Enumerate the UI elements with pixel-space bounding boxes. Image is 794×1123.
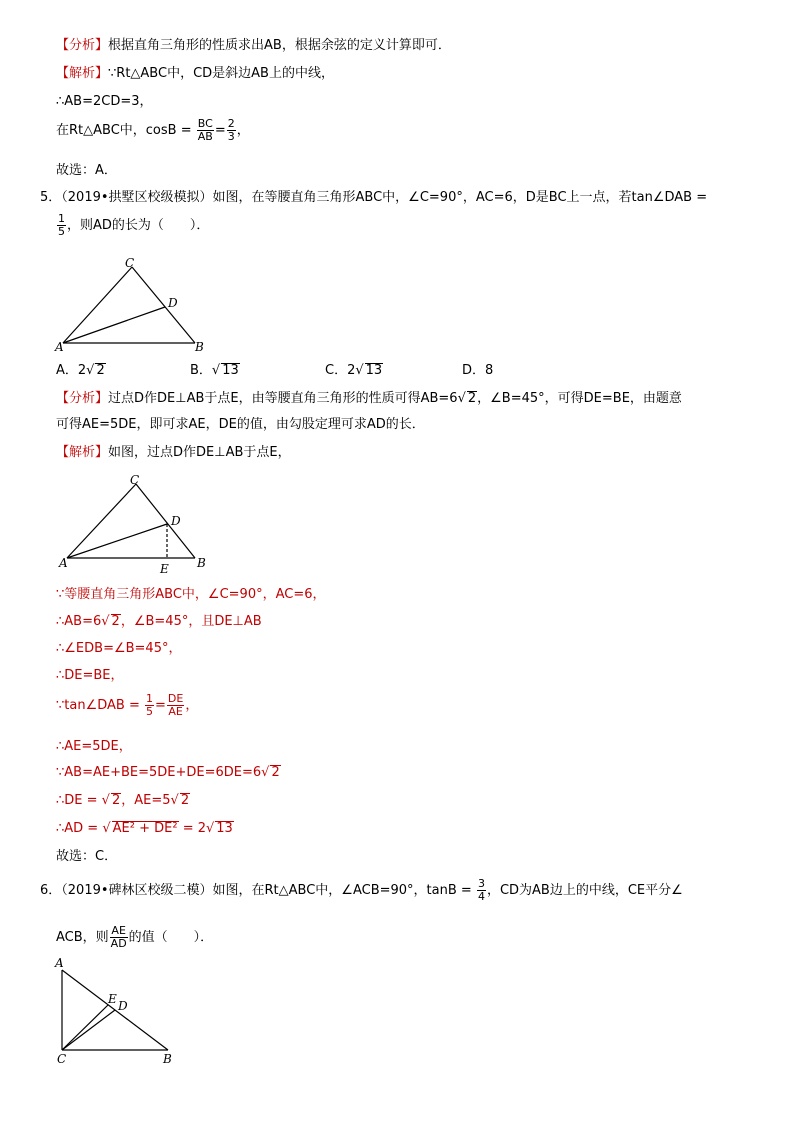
q5-option-d[interactable]: D．8: [462, 363, 494, 378]
q5-step-8: ∴DE = √ 2，AE=5√ 2: [56, 793, 190, 808]
q4-analysis: [56, 37, 451, 55]
q4-answer: 故选：A．: [56, 163, 117, 178]
label-d: D: [168, 296, 178, 310]
label-c: C: [125, 256, 135, 270]
q5-step-7: ∵AB=AE+BE=5DE+DE=6DE=6√ 2: [56, 765, 280, 780]
q5-option-a[interactable]: A．2√ 2: [56, 363, 105, 378]
q5-figure-2: [57, 472, 217, 577]
label-c: C: [57, 1052, 67, 1066]
fraction-2-3: $\frac{2}{3}$: [227, 117, 235, 143]
fraction-1-5: $\frac{1}{5}$: [146, 692, 153, 718]
q5-answer: 故选：C．: [56, 849, 118, 864]
analysis-text: 根据直角三角形的性质求出AB，根据余弦的定义计算即可．: [108, 38, 451, 53]
label-d: D: [118, 999, 128, 1013]
q5-step-3: ∴∠EDB=∠B=45°，: [56, 641, 182, 656]
q5-analysis-1: 【分析】过点D作DE⊥AB于点E，由等腰直角三角形的性质可得AB=6√ 2，∠B=45°，可得DE=BE，由题意: [56, 391, 682, 406]
solution-tag: 【解析】: [56, 445, 109, 460]
q5-step-2: ∴AB=6√ 2，∠B=45°，且DE⊥AB: [56, 614, 262, 629]
cos-label: 在Rt△ABC中，cosB =: [56, 123, 192, 138]
label-e: E: [108, 992, 117, 1006]
q4-step-1: ∴AB=2CD=3，: [56, 94, 153, 109]
q5-stem-1: 5．（2019•拱墅区校级模拟）如图，在等腰直角三角形ABC中，∠C=90°，AC=6，D是BC上一点，若tan∠DAB =: [40, 190, 708, 205]
stem-tail: ，则AD的长为（ ）．: [67, 218, 210, 233]
solution-text: ∵Rt△ABC中，CD是斜边AB上的中线，: [108, 66, 334, 81]
q4-step-2: [56, 118, 250, 143]
fraction-bc-ab: $\frac{BC}{AB}$: [197, 117, 213, 143]
q5-step-1: ∵等腰直角三角形ABC中，∠C=90°，AC=6，: [56, 587, 326, 602]
q5-stem-2: [56, 213, 209, 238]
label-a: A: [55, 340, 64, 354]
label-e: E: [160, 562, 169, 576]
label-a: A: [55, 956, 64, 970]
equals: =: [214, 123, 226, 138]
label-b: B: [163, 1052, 172, 1066]
comma: ，: [236, 123, 250, 138]
fraction-1-5: $\frac{1}{5}$: [58, 212, 65, 238]
q5-option-c[interactable]: C．2√ 13: [325, 363, 383, 378]
q5-solution: 【解析】如图，过点D作DE⊥AB于点E，: [56, 445, 291, 460]
fraction-ae-ad: $\frac{AE}{AD}$: [110, 924, 127, 950]
q5-step-6: ∴AE=5DE，: [56, 739, 132, 754]
label-b: B: [197, 556, 206, 570]
q6-stem-2: ACB，则 $\frac{AE}{AD}$ 的值（ ）．: [56, 924, 214, 950]
q5-step-9: ∴AD = √ AE² + DE² = 2√ 13: [56, 821, 233, 836]
analysis-tag: 【分析】: [56, 38, 109, 53]
q5-option-b[interactable]: B．√ 13: [190, 363, 239, 378]
q4-solution: [56, 65, 334, 83]
q5-figure-1: [55, 255, 215, 355]
q6-figure: [52, 955, 192, 1070]
label-c: C: [130, 473, 140, 487]
q5-step-4: ∴DE=BE，: [56, 668, 124, 683]
fraction-3-4: $\frac{3}{4}$: [477, 877, 485, 903]
label-d: D: [171, 514, 181, 528]
label-b: B: [195, 340, 204, 354]
q6-stem-1: 6．（2019•碑林区校级二模）如图，在Rt△ABC中，∠ACB=90°，tanB = $\frac{3}{4}$ ，CD为AB边上的中线，CE平分∠: [40, 877, 683, 903]
q5-analysis-2: 可得AE=5DE，即可求AE，DE的值，由勾股定理可求AD的长．: [56, 417, 425, 432]
label-a: A: [59, 556, 68, 570]
q5-step-5: ∵tan∠DAB = $\frac{1}{5}$ = $\frac{DE}{AE}$ ，: [56, 692, 199, 718]
solution-tag: 【解析】: [56, 66, 109, 81]
fraction-de-ae: $\frac{DE}{AE}$: [167, 692, 184, 718]
analysis-tag: 【分析】: [56, 391, 109, 406]
